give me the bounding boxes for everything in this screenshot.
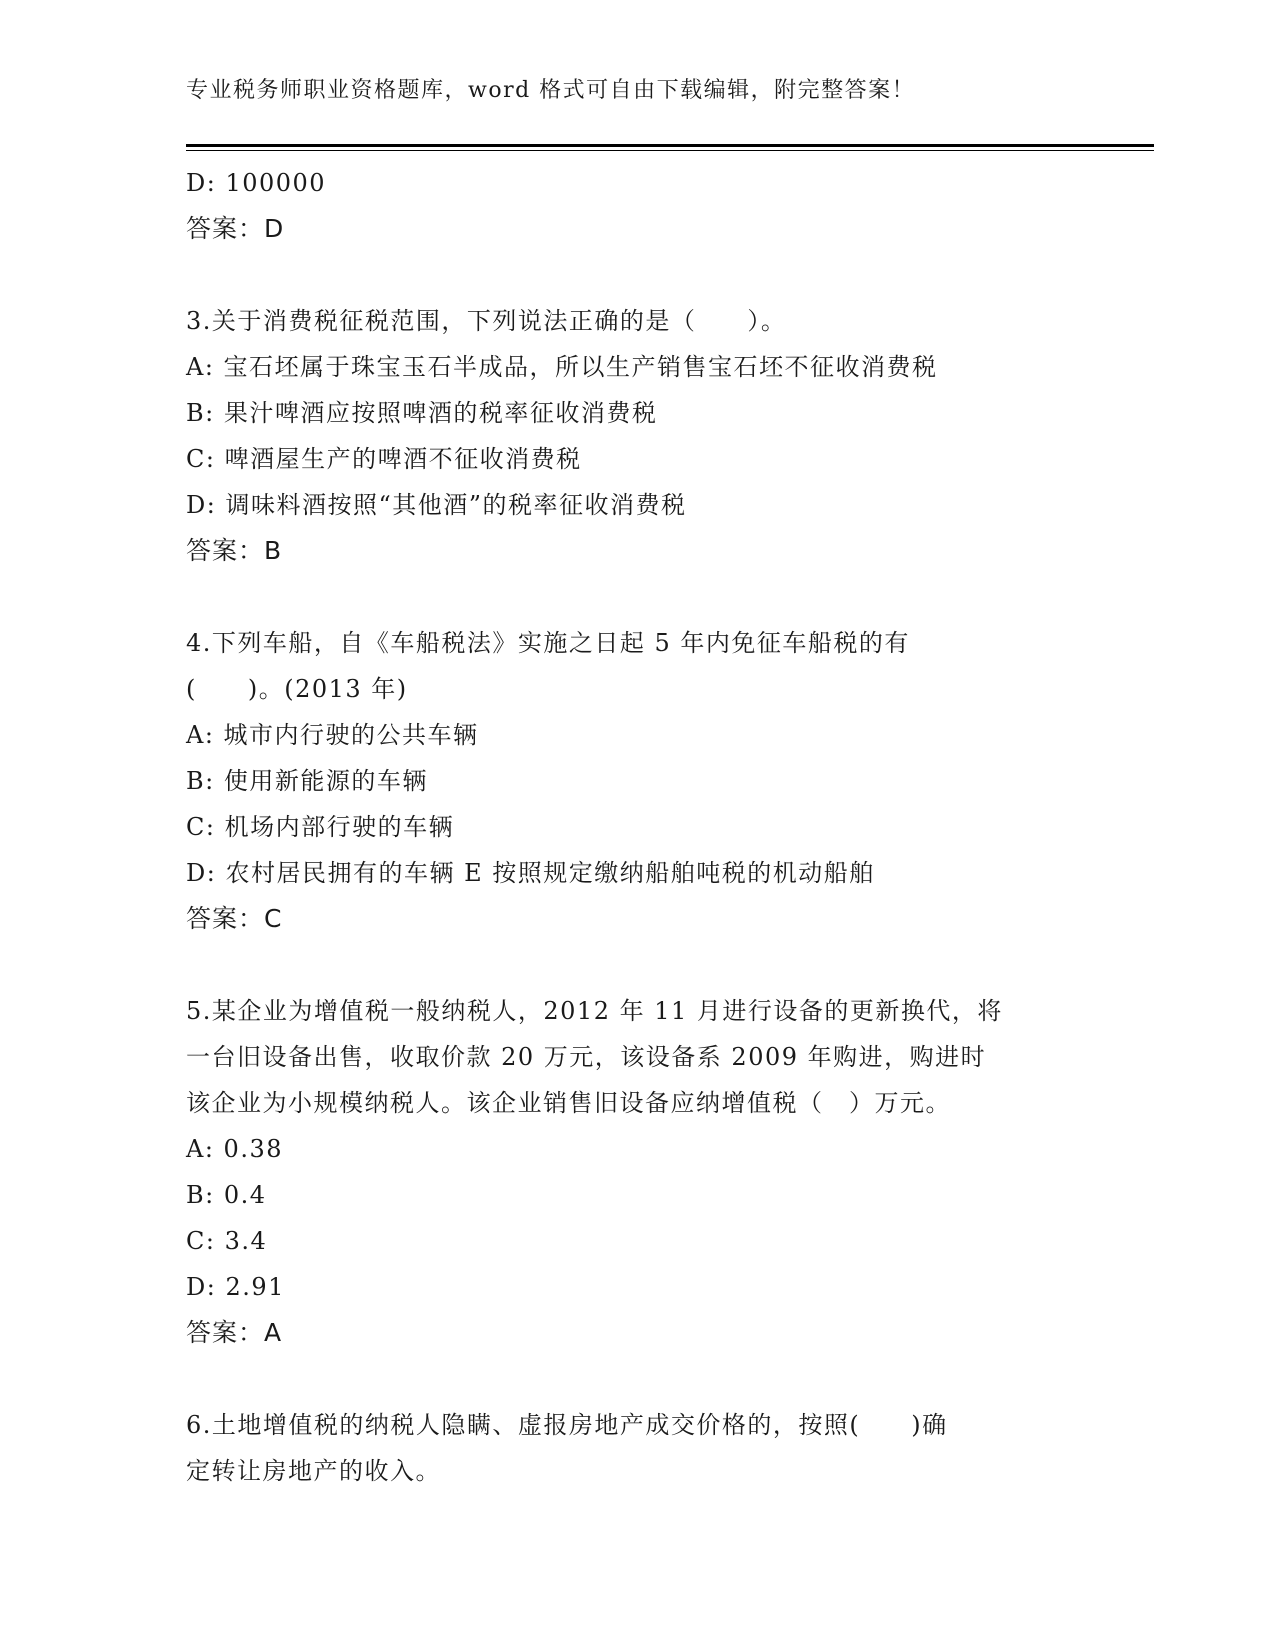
header-rule-thick [186, 144, 1154, 147]
question-text: 5.某企业为增值税一般纳税人，2012 年 11 月进行设备的更新换代，将 [186, 997, 1003, 1025]
question-content [186, 160, 1106, 1494]
option-line: A: 宝石坯属于珠宝玉石半成品，所以生产销售宝石坯不征收消费税 [186, 353, 938, 381]
option-line: D: 调味料酒按照“其他酒”的税率征收消费税 [186, 491, 687, 519]
answer-line: 答案：D [186, 214, 285, 243]
question-text: 定转让房地产的收入。 [186, 1457, 441, 1485]
question-text: ( )。(2013 年) [186, 675, 408, 703]
answer-line: 答案：C [186, 904, 283, 933]
paragraph-gap [186, 942, 1106, 988]
option-line: D: 2.91 [186, 1273, 285, 1301]
paragraph-gap [186, 574, 1106, 620]
question-text: 该企业为小规模纳税人。该企业销售旧设备应纳增值税（ ）万元。 [186, 1089, 951, 1117]
question-text: 一台旧设备出售，收取价款 20 万元，该设备系 2009 年购进，购进时 [186, 1043, 987, 1071]
question-text: 6.土地增值税的纳税人隐瞒、虚报房地产成交价格的，按照( )确 [186, 1411, 948, 1439]
question-text: 4.下列车船，自《车船税法》实施之日起 5 年内免征车船税的有 [186, 629, 910, 657]
option-line: D: 100000 [186, 169, 327, 197]
option-line: A: 0.38 [186, 1135, 283, 1163]
question-text: 3.关于消费税征税范围，下列说法正确的是（ ）。 [186, 307, 787, 335]
paragraph-gap [186, 252, 1106, 298]
option-line: B: 使用新能源的车辆 [186, 767, 428, 795]
option-line: B: 果汁啤酒应按照啤酒的税率征收消费税 [186, 399, 658, 427]
answer-line: 答案：B [186, 536, 283, 565]
option-line: B: 0.4 [186, 1181, 267, 1209]
page-header: 专业税务师职业资格题库，word 格式可自由下载编辑，附完整答案！ [186, 78, 916, 103]
option-line: D: 农村居民拥有的车辆 E 按照规定缴纳船舶吨税的机动船舶 [186, 859, 875, 887]
paragraph-gap [186, 1356, 1106, 1402]
option-line: C: 啤酒屋生产的啤酒不征收消费税 [186, 445, 582, 473]
option-line: A: 城市内行驶的公共车辆 [186, 721, 479, 749]
option-line: C: 3.4 [186, 1227, 268, 1255]
header-rule-thin [186, 150, 1154, 151]
option-line: C: 机场内部行驶的车辆 [186, 813, 455, 841]
answer-line: 答案：A [186, 1318, 283, 1347]
